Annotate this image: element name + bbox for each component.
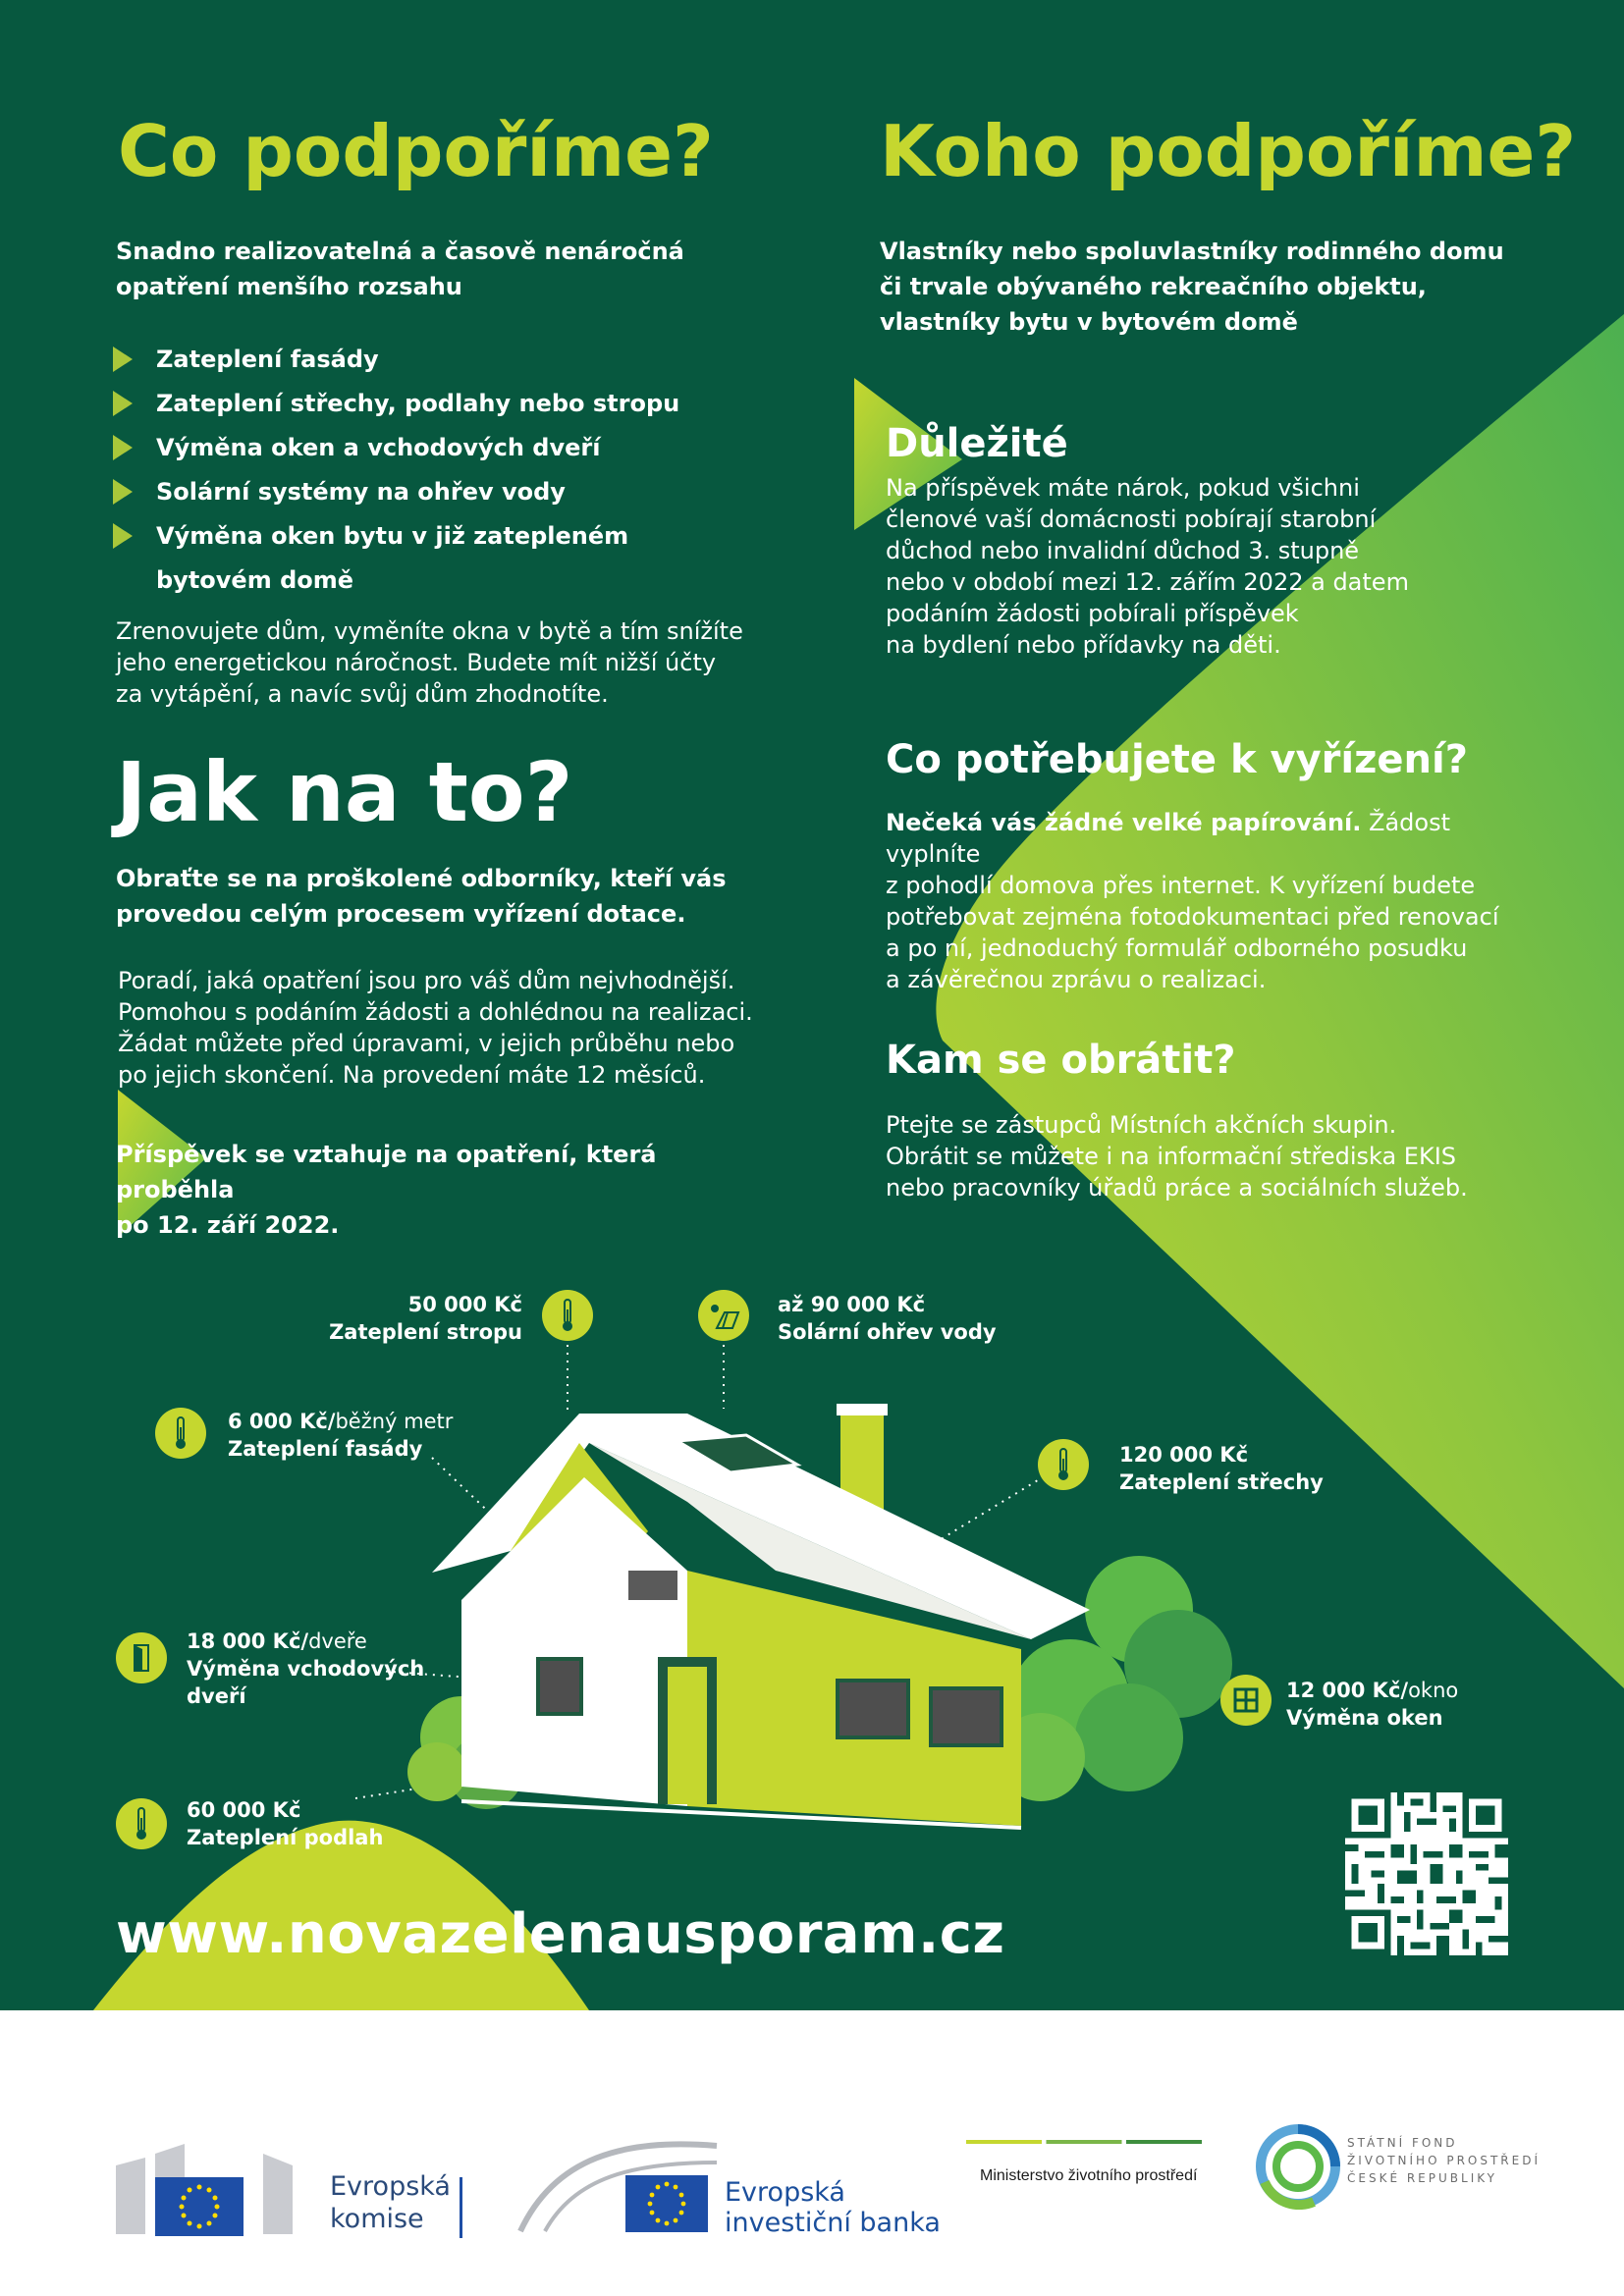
list-item: Solární systémy na ohřev vody (113, 470, 722, 514)
partner-logos (0, 2010, 1624, 2296)
heading-what-we-support: Co podpoříme? (118, 110, 714, 192)
european-commission-logo (116, 2136, 312, 2239)
important-heading: Důležité (886, 421, 1068, 466)
callout-ceiling: 50 000 Kč Zateplení stropu (329, 1293, 522, 1344)
contact-heading: Kam se obrátit? (886, 1038, 1236, 1083)
list-item: Výměna oken bytu v již zatepleném bytovém domě (113, 514, 722, 603)
contact-text: Ptejte se zástupců Místních akčních skupin. Obrátit se můžete i na informační střediska EKIS nebo pracovníky úřadů práce a sociálních služeb. (886, 1111, 1468, 1201)
support-lead-line: Snadno realizovatelná a časově nenáročná (116, 238, 684, 265)
divider (460, 2177, 462, 2238)
requirements-heading: Co potřebujete k vyřízení? (886, 737, 1468, 782)
list-item: Zateplení střechy, podlahy nebo stropu (113, 382, 722, 426)
european-commission-label: Evropská komise (330, 2171, 451, 2234)
callout-window: 12 000 Kč/okno Výměna oken (1286, 1679, 1459, 1730)
european-investment-bank-logo (515, 2128, 722, 2241)
house-illustration (0, 1276, 1624, 1865)
bullet-arrow-icon (113, 435, 133, 460)
website-url[interactable]: www.novazelenausporam.cz (116, 1902, 1005, 1966)
sfzp-logo (1255, 2123, 1341, 2210)
list-item: Výměna oken a vchodových dveří (113, 426, 722, 470)
thermometer-icon (116, 1798, 167, 1849)
mzp-color-bars (966, 2140, 1202, 2144)
support-lead-line: opatření menšího rozsahu (116, 273, 462, 300)
callout-solar: až 90 000 Kč Solární ohřev vody (778, 1293, 997, 1344)
who-lead: Vlastníky nebo spoluvlastníky rodinného domu či trvale obývaného rekreačního objektu, vlastníky bytu v bytovém domě (880, 238, 1504, 336)
solar-panel-icon (698, 1290, 749, 1341)
howto-note: Příspěvek se vztahuje na opatření, která proběhla po 12. září 2022. (116, 1141, 657, 1239)
heading-who-we-support: Koho podpoříme? (880, 110, 1577, 192)
requirements-text: Nečeká vás žádné velké papírování. Žádost vyplníte z pohodlí domova přes internet. K vyřízení budete potřebovat zejména fotodokumentaci před renovací a po ní, jednoduchý formulář odborného posudku a závěrečnou zprávu o realizaci. (886, 809, 1499, 993)
bullet-arrow-icon (113, 391, 133, 416)
howto-paragraph: Poradí, jaká opatření jsou pro váš dům nejvhodnější. Pomohou s podáním žádosti a dohlédnou na realizaci. Žádat můžete před úpravami, v jejich průběhu nebo po jejich skončení. Na provedení máte 12 měsíců. (118, 967, 753, 1089)
door-icon (116, 1632, 167, 1683)
window-icon (1220, 1675, 1272, 1726)
important-text: Na příspěvek máte nárok, pokud všichni členové vaší domácnosti pobírají starobní důchod nebo invalidní důchod 3. stupně nebo v období mezi 12. zářím 2022 a datem podáním žádosti pobírali příspěvek na bydlení nebo přídavky na děti. (886, 474, 1409, 659)
heading-how-to: Jak na to? (116, 744, 573, 840)
bullet-arrow-icon (113, 347, 133, 372)
howto-lead: Obraťte se na proškolené odborníky, kteří vás provedou celým procesem vyřízení dotace. (116, 865, 727, 928)
callout-facade: 6 000 Kč/běžný metr Zateplení fasády (228, 1410, 454, 1461)
bullet-arrow-icon (113, 523, 133, 549)
european-investment-bank-label: Evropská investiční banka (725, 2177, 941, 2238)
list-item: Zateplení fasády (113, 338, 722, 382)
qr-code[interactable] (1345, 1792, 1508, 1955)
callout-roof: 120 000 Kč Zateplení střechy (1119, 1443, 1324, 1494)
callout-door: 18 000 Kč/dveře Výměna vchodových dveří (187, 1629, 425, 1708)
thermometer-icon (1038, 1439, 1089, 1490)
sfzp-label: STÁTNÍ FOND ŽIVOTNÍHO PROSTŘEDÍ ČESKÉ REPUBLIKY (1347, 2136, 1541, 2185)
support-lead (116, 234, 725, 304)
thermometer-icon (155, 1408, 206, 1459)
support-paragraph: Zrenovujete dům, vyměníte okna v bytě a tím snížíte jeho energetickou náročnost. Budete mít nižší účty za vytápění, a navíc svůj dům zhodnotíte. (116, 617, 743, 708)
bullet-arrow-icon (113, 479, 133, 505)
thermometer-icon (542, 1290, 593, 1341)
ministry-environment-label: Ministerstvo životního prostředí (980, 2167, 1198, 2184)
support-list (113, 338, 722, 603)
callout-floor: 60 000 Kč Zateplení podlah (187, 1798, 384, 1849)
